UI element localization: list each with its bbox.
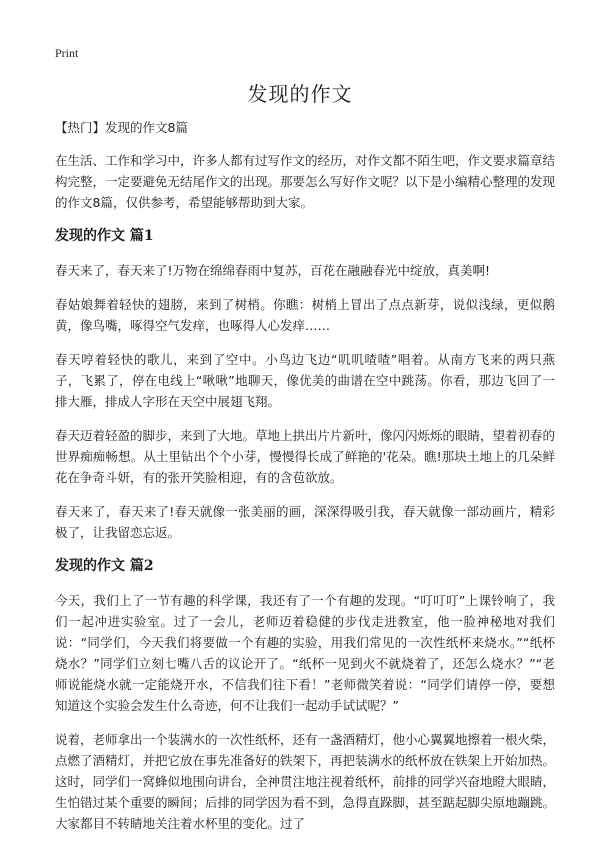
print-link[interactable]: Print xyxy=(55,46,79,60)
section-paragraph: 春天迈着轻盈的脚步，来到了大地。草地上拱出片片新叶，像闪闪烁烁的眼睛，望着初春的世界痴痴畅想。从土里钻出个个小芽，慢慢得长成了鲜艳的'花朵。瞧!那块土地上的几朵鲜花在争奇斗妍，有的张开笑脸相迎，有的含苞欲放。 xyxy=(55,428,556,485)
section-paragraph: 春天来了，春天来了!春天就像一张美丽的画，深深得吸引我，春天就像一部动画片，精彩极了，让我留恋忘返。 xyxy=(55,504,555,540)
page-title: 发现的作文 xyxy=(247,82,353,106)
section-heading: 发现的作文 篇1 xyxy=(55,228,154,244)
section-paragraph: 春姑娘舞着轻快的翅膀，来到了树梢。你瞧：树梢上冒出了点点新芽，说似浅绿，更似鹅黄，像鸟嘴，啄得空气发痒，也啄得人心发痒…… xyxy=(55,297,555,333)
section-paragraph: 今天，我们上了一节有趣的科学课，我还有了一个有趣的发现。“叮叮叮”上课铃响了，我们一起冲进实验室。过了一会儿，老师迈着稳健的步伐走进教室，他一脸神秘地对我们说：“同学们，今天我们将要做一个有趣的实验，用我们常见的一次性纸杯来烧水。”“纸杯烧水？”同学们立刻七嘴八舌的议论开了。“纸杯一见到火不就烧着了，还怎么烧水？”“老师说能烧水就一定能烧开水，不信我们往下看！”老师微笑着说：“同学们请停一停，要想知道这个实验会发生什么奇迹，何不让我们一起动手试试呢？” xyxy=(55,593,555,713)
article-body xyxy=(55,118,555,847)
section-paragraph: 说着，老师拿出一个装满水的一次性纸杯，还有一盏酒精灯，他小心翼翼地擦着一根火柴，点燃了酒精灯，并把它放在事先准备好的铁架下，再把装满水的纸杯放在铁架上开始加热。这时，同学们一窝蜂似地围向讲台，全神贯注地注视着纸杯，前排的同学兴奋地瞪大眼睛，生怕错过某个重要的瞬间；后排的同学因为看不到，急得直跺脚，甚至踮起脚尖原地蹦跳。大家都目不转睛地关注着水杯里的变化。过了 xyxy=(55,732,556,831)
section-paragraph: 春天来了，春天来了!万物在绵绵春雨中复苏，百花在融融春光中绽放，真美啊! xyxy=(55,263,491,278)
intro-paragraph: 在生活、工作和学习中，许多人都有过写作文的经历，对作文都不陌生吧，作文要求篇章结构完整，一定要避免无结尾作文的出现。那要怎么写好作文呢？以下是小编精心整理的发现的作文8篇，仅供参考，希望能够帮助到大家。 xyxy=(55,153,556,210)
article-tagline: 【热门】发现的作文8篇 xyxy=(55,120,188,135)
section-paragraph: 春天哼着轻快的歌儿，来到了空中。小鸟边飞边“叽叽喳喳”唱着。从南方飞来的两只燕子，飞累了，停在电线上“啾啾”地聊天，像优美的曲谱在空中跳荡。你看，那边飞回了一排大雁，排成人字形在天空中展翅飞翔。 xyxy=(55,352,555,409)
section-heading: 发现的作文 篇2 xyxy=(55,558,154,574)
